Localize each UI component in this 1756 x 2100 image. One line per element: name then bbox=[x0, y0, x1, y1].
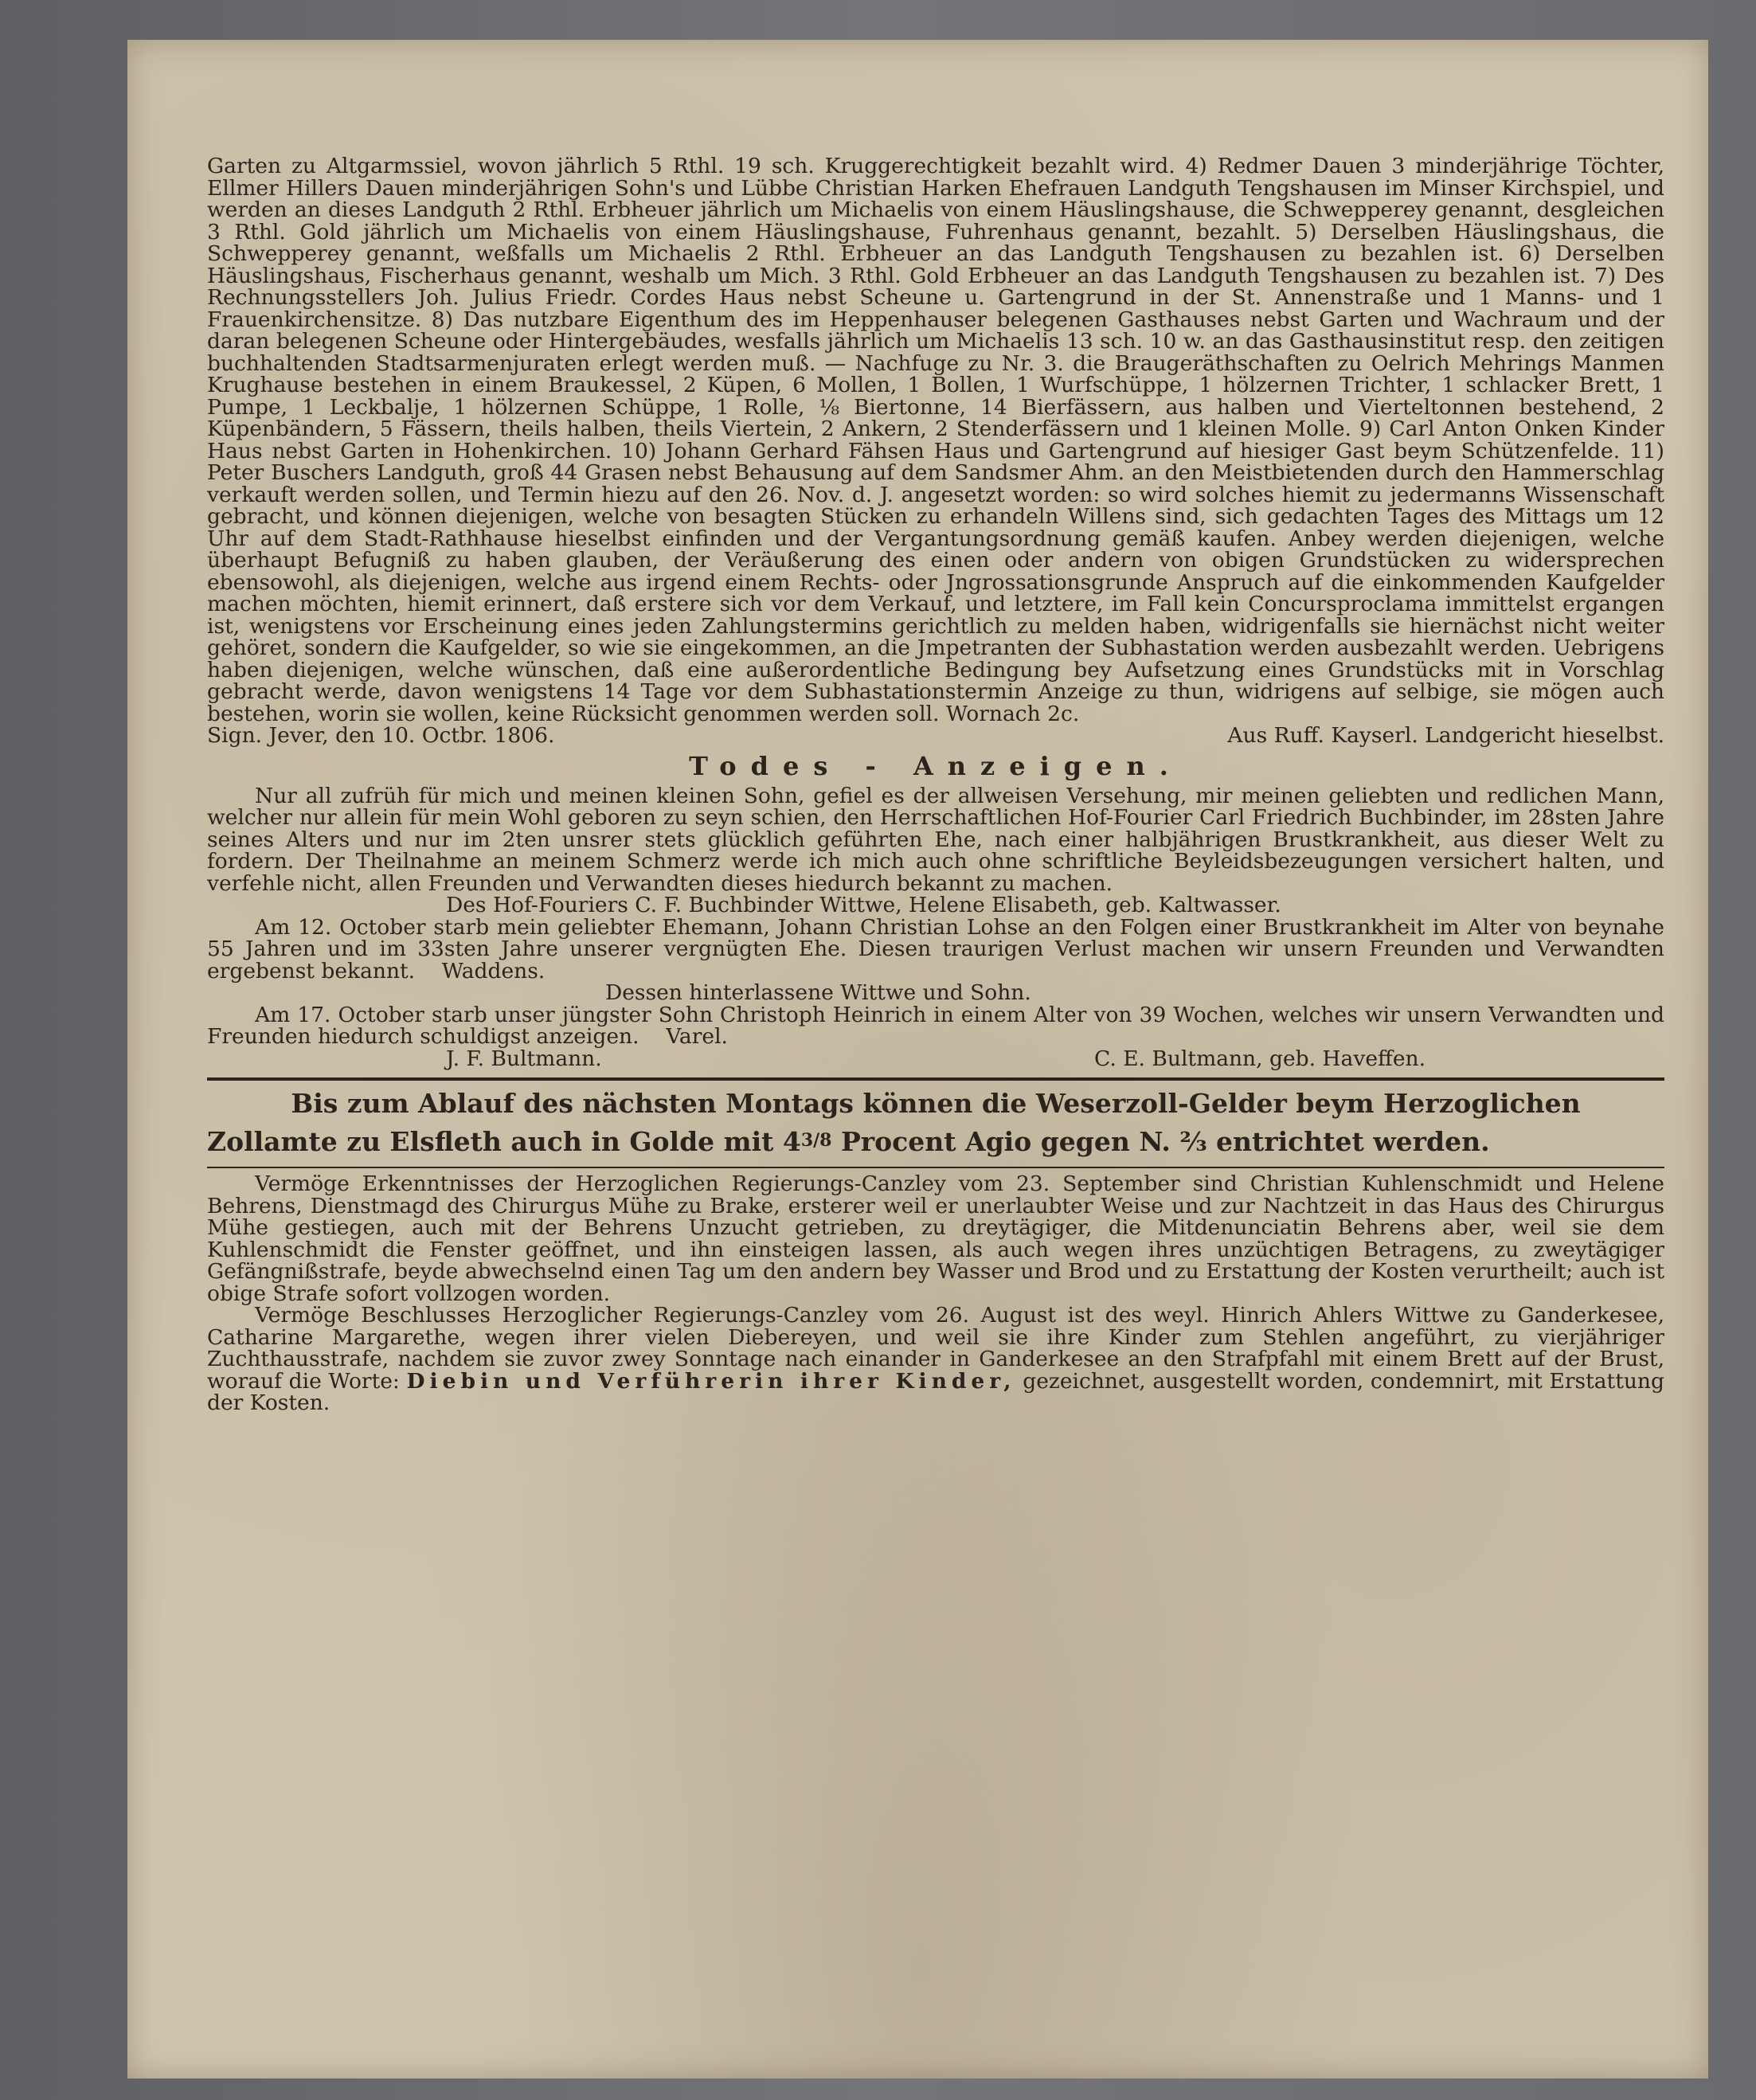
court-notice-1: Vermöge Erkenntnisses der Herzoglichen Regierungs-Canzley vom 23. September sind Christian Kuhlenschmidt und Helene Behrens, Dienstmagd des Chirurgus Mühe zu Brake, ersterer weil er unerlaubter Weise und zur Nachtzeit in das Haus des Chirurgus Mühe gestiegen, auch mit der Behrens Unzucht getrieben, zu dreytägiger, die Mitdenunciatin Behrens aber, weil sie dem Kuhlenschmidt die Fenster geöffnet, und ihn einsteigen lassen, als auch wegen ihres unzüchtigen Betragens, zu zweytägiger Gefängnißstrafe, beyde abwechselnd einen Tag um den andern bey Wasser und Brod und zu Erstattung der Kosten verurtheilt; auch ist obige Strafe sofort vollzogen worden. bbox=[207, 1171, 1664, 1306]
auction-signature-line bbox=[207, 725, 1664, 747]
death-notice-2-signature: Dessen hinterlassene Wittwe und Sohn. bbox=[605, 980, 1031, 1005]
death-notice-3-place: Varel. bbox=[666, 1024, 728, 1049]
court-notice-2-text-b: gezeichnet, ausgestellt worden, condemnirt, mit Erstattung der Kosten. bbox=[207, 1368, 1664, 1415]
auction-sign-left: Sign. Jever, den 10. Octbr. 1806. bbox=[207, 723, 555, 748]
customs-notice-line-2 bbox=[207, 1122, 1664, 1160]
page-content bbox=[207, 155, 1664, 1414]
customs-fraction: 3/8 bbox=[800, 1130, 832, 1151]
customs-notice bbox=[207, 1085, 1664, 1160]
death-notice-3 bbox=[207, 1004, 1664, 1048]
customs-notice-line-1: Bis zum Ablauf des nächsten Montags können die Weserzoll-Gelder beym Herzoglichen bbox=[291, 1088, 1581, 1119]
death-notice-2-place: Waddens. bbox=[441, 958, 546, 984]
court-notice-2-words: Diebin und Verführerin ihrer Kinder, bbox=[406, 1368, 1016, 1394]
death-notice-2-text: Am 12. October starb mein geliebter Ehemann, Johann Christian Lohse an den Folgen einer Brustkrankheit im Alter von beynahe 55 Jahren und im 33sten Jahre unserer vergnügten Ehe. Diesen traurigen Verlust machen wir unsern Freunden und Verwandten ergebenst bekannt. bbox=[207, 914, 1664, 984]
death-notice-3-sig-right: C. E. Bultmann, geb. Haveffen. bbox=[1094, 1046, 1426, 1071]
section-rule-thin bbox=[207, 1167, 1664, 1168]
customs-notice-line-2b: Procent Agio gegen N. ⅔ entrichtet werden. bbox=[840, 1126, 1490, 1157]
court-notice-2-text-a: Vermöge Beschlusses Herzoglicher Regierungs-Canzley vom 26. August ist des weyl. Hinrich Ahlers Wittwe zu Ganderkesee, Catharine Margarethe, wegen ihrer vielen Diebereyen, und weil sie ihre Kinder zum Stehlen angeführt, zu vierjähriger Zuchthausstrafe, nachdem sie zuvor zwey Sonntage nach einander in Ganderkesee an den Strafpfahl mit einem Brett auf der Brust, worauf die Worte: bbox=[207, 1303, 1664, 1394]
auction-notice-text: Garten zu Altgarmssiel, wovon jährlich 5 Rthl. 19 sch. Kruggerechtigkeit bezahlt wird. 4) Redmer Dauen 3 minderjährige Töchter, Ellmer Hillers Dauen minderjährigen Sohn's und Lübbe Christian Harken Ehefrauen Landguth Tengshausen im Minser Kirchspiel, und werden an dieses Landguth 2 Rthl. Erbheuer jährlich um Michaelis von einem Häuslingshause, die Schwepperey genannt, desgleichen 3 Rthl. Gold jährlich um Michaelis von einem Häuslingshause, Fuhrenhaus genannt, bezahlt. 5) Derselben Häuslingshaus, die Schwepperey genannt, weßfalls um Michaelis 2 Rthl. Erbheuer an das Landguth Tengshausen zu bezahlen ist. 6) Derselben Häuslingshaus, Fischerhaus genannt, weshalb um Mich. 3 Rthl. Gold Erbheuer an das Landguth Tengshausen zu bezahlen ist. 7) Des Rechnungsstellers Joh. Julius Friedr. Cordes Haus nebst Scheune u. Gartengrund in der St. Annenstraße und 1 Manns- und 1 Frauenkirchensitze. 8) Das nutzbare Eigenthum des im Heppenhauser belegenen Gasthauses nebst Garten und Wachraum und der daran belegenen Scheune oder Hintergebäudes, wesfalls jährlich um Michaelis 13 sch. 10 w. an das Gasthausinstitut resp. den zeitigen buchhaltenden Stadtsarmenjuraten erlegt werden muß. — Nachfuge zu Nr. 3. die Braugeräthschaften zu Oelrich Mehrings Manmen Krughause bestehen in einem Braukessel, 2 Küpen, 6 Mollen, 1 Bollen, 1 Wurfschüppe, 1 hölzernen Trichter, 1 schlacker Brett, 1 Pumpe, 1 Leckbalje, 1 hölzernen Schüppe, 1 Rolle, ⅛ Biertonne, 14 Bierfässern, aus halben und Vierteltonnen bestehend, 2 Küpenbändern, 5 Fässern, theils halben, theils Viertein, 2 Ankern, 2 Stenderfässern und 1 kleinen Molle. 9) Carl Anton Onken Kinder Haus nebst Garten in Hohenkirchen. 10) Johann Gerhard Fähsen Haus und Gartengrund auf hiesiger Gast beym Schützenfelde. 11) Peter Buschers Landguth, groß 44 Grasen nebst Behausung auf dem Sandsmer Ahm. an den Meistbietenden durch den Hammerschlag verkauft werden sollen, und Termin hiezu auf den 26. Nov. d. J. angesetzt worden: so wird solches hiemit zu jedermanns Wissenschaft gebracht, und können diejenigen, welche von besagten Stücken zu erhandeln Willens sind, sich gedachten Tages des Mittags um 12 Uhr auf dem Stadt-Rathhause hieselbst einfinden und der Vergantungsordnung gemäß kaufen. Anbey werden diejenigen, welche überhaupt Befugniß zu haben glauben, der Veräußerung des einen oder andern von obigen Grundstücken zu widersprechen ebensowohl, als diejenigen, welche aus irgend einem Rechts- oder Jngrossationsgrunde Anspruch auf die einkommenden Kaufgelder machen möchten, hiemit erinnert, daß erstere sich vor dem Verkauf, und letztere, im Fall kein Concursproclama immittelst ergangen ist, wenigstens vor Erscheinung eines jeden Zahlungstermins gerichtlich zu melden haben, widrigenfalls sie hiernächst nicht weiter gehöret, sondern die Kaufgelder, so wie sie eingekommen, an die Jmpetranten der Subhastation werden ausbezahlt werden. Uebrigens haben diejenigen, welche wünschen, daß eine außerordentliche Bedingung bey Aufsetzung eines Grundstücks mit in Vorschlag gebracht werde, davon wenigstens 14 Tage vor dem Subhastationstermin Anzeige zu thun, widrigens auf selbige, sie mögen auch bestehen, worin sie wollen, keine Rücksicht genommen werden soll. Wornach 2c. bbox=[207, 154, 1664, 726]
death-notice-3-sig-left: J. F. Bultmann. bbox=[446, 1046, 602, 1071]
death-notices-heading: Todes - Anzeigen. bbox=[689, 750, 1183, 781]
death-notice-1-signature: Des Hof-Fouriers C. F. Buchbinder Wittwe, Helene Elisabeth, geb. Kaltwasser. bbox=[446, 893, 1281, 917]
auction-sign-right: Aus Ruff. Kayserl. Landgericht hieselbst. bbox=[1227, 723, 1664, 748]
death-notice-3-text: Am 17. October starb unser jüngster Sohn Christoph Heinrich in einem Alter von 39 Wochen, welches wir unsern Verwandten und Freunden hiedurch schuldigst anzeigen. bbox=[207, 1002, 1664, 1049]
death-notice-1: Nur all zufrüh für mich und meinen kleinen Sohn, gefiel es der allweisen Versehung, mir meinen geliebten und redlichen Mann, welcher nur allein für mein Wohl geboren zu seyn schien, den Herrschaftlichen Hof-Fourier Carl Friedrich Buchbinder, im 28sten Jahre seines Alters und nur im 2ten unsrer stets glücklich geführten Ehe, nach einer halbjährigen Brustkrankheit, aus dieser Welt zu fordern. Der Theilnahme an meinem Schmerz werde ich mich auch ohne schriftliche Beyleidsbezeugungen versichert halten, und verfehle nicht, allen Freunden und Verwandten dieses hiedurch bekannt zu machen. bbox=[207, 783, 1664, 896]
section-rule bbox=[207, 1077, 1664, 1081]
court-notice-2 bbox=[207, 1304, 1664, 1414]
death-notice-2 bbox=[207, 914, 1664, 984]
death-notice-3-signatures bbox=[207, 1048, 1664, 1070]
customs-notice-line-2a: Zollamte zu Elsfleth auch in Golde mit 4 bbox=[207, 1126, 801, 1157]
